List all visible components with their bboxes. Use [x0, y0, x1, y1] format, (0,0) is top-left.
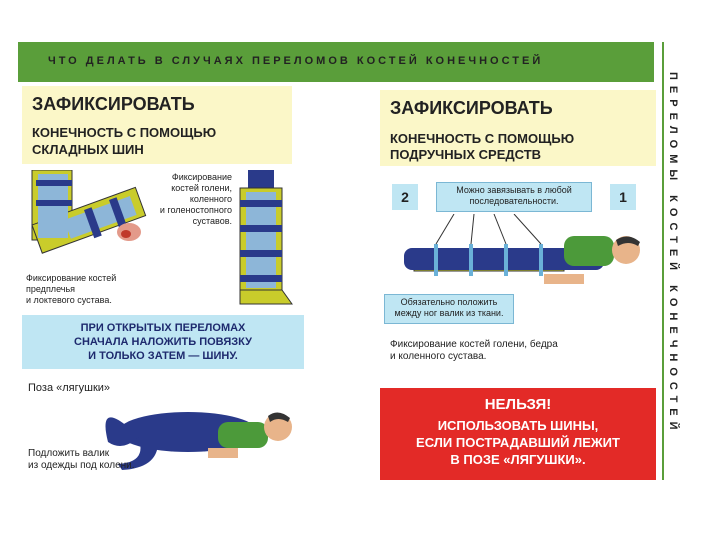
- warning-line-3: В ПОЗЕ «ЛЯГУШКИ».: [450, 452, 586, 467]
- first-aid-poster: [18, 42, 686, 480]
- right-subheading-2: ПОДРУЧНЫХ СРЕДСТВ: [390, 147, 542, 162]
- side-title: ПЕРЕЛОМЫ КОСТЕЙ КОНЕЧНОСТЕЙ: [667, 72, 679, 436]
- left-subheading-1: КОНЕЧНОСТЬ С ПОМОЩЬЮ: [32, 125, 217, 140]
- side-band: [662, 42, 688, 480]
- open-fracture-notice: ПРИ ОТКРЫТЫХ ПЕРЕЛОМАХ СНАЧАЛА НАЛОЖИТЬ ПОВЯЗКУ И ТОЛЬКО ЗАТЕМ — ШИНУ.: [22, 315, 304, 369]
- warning-line-2: ЕСЛИ ПОСТРАДАВШИЙ ЛЕЖИТ: [416, 435, 620, 450]
- shin-caption: Фиксирование костей голени, коленного и голеностопного суставов.: [159, 172, 232, 226]
- leg-fixation-caption: Фиксирование костей голени, бедра и коленного сустава.: [390, 339, 558, 362]
- warning-line-1: ИСПОЛЬЗОВАТЬ ШИНЫ,: [437, 418, 599, 433]
- warning-title: НЕЛЬЗЯ!: [484, 396, 552, 413]
- arm-splint-illustration: [24, 170, 154, 265]
- step-1-badge: 1: [610, 184, 636, 210]
- frog-pose-title: Поза «лягушки»: [28, 382, 111, 394]
- left-subheading-2: СКЛАДНЫХ ШИН: [32, 142, 144, 157]
- fabric-roll-note: Обязательно положить между ног валик из ткани.: [384, 294, 514, 324]
- left-heading: ЗАФИКСИРОВАТЬ: [32, 94, 195, 114]
- bound-legs-illustration: [394, 214, 656, 304]
- arm-caption: Фиксирование костей предплечья и локтевого сустава.: [26, 273, 117, 305]
- header-band: [18, 42, 654, 82]
- frog-pose-caption: Подложить валик из одежды под колени.: [28, 448, 135, 471]
- step-2-badge: 2: [392, 184, 418, 210]
- right-heading: ЗАФИКСИРОВАТЬ: [390, 98, 553, 118]
- leg-splint-illustration: [234, 170, 294, 310]
- right-subheading-1: КОНЕЧНОСТЬ С ПОМОЩЬЮ: [390, 131, 575, 146]
- header-title: ЧТО ДЕЛАТЬ В СЛУЧАЯХ ПЕРЕЛОМОВ КОСТЕЙ КОНЕЧНОСТЕЙ: [48, 55, 544, 67]
- tie-order-note: Можно завязывать в любой последовательности.: [436, 182, 592, 212]
- warning-box: [380, 388, 656, 480]
